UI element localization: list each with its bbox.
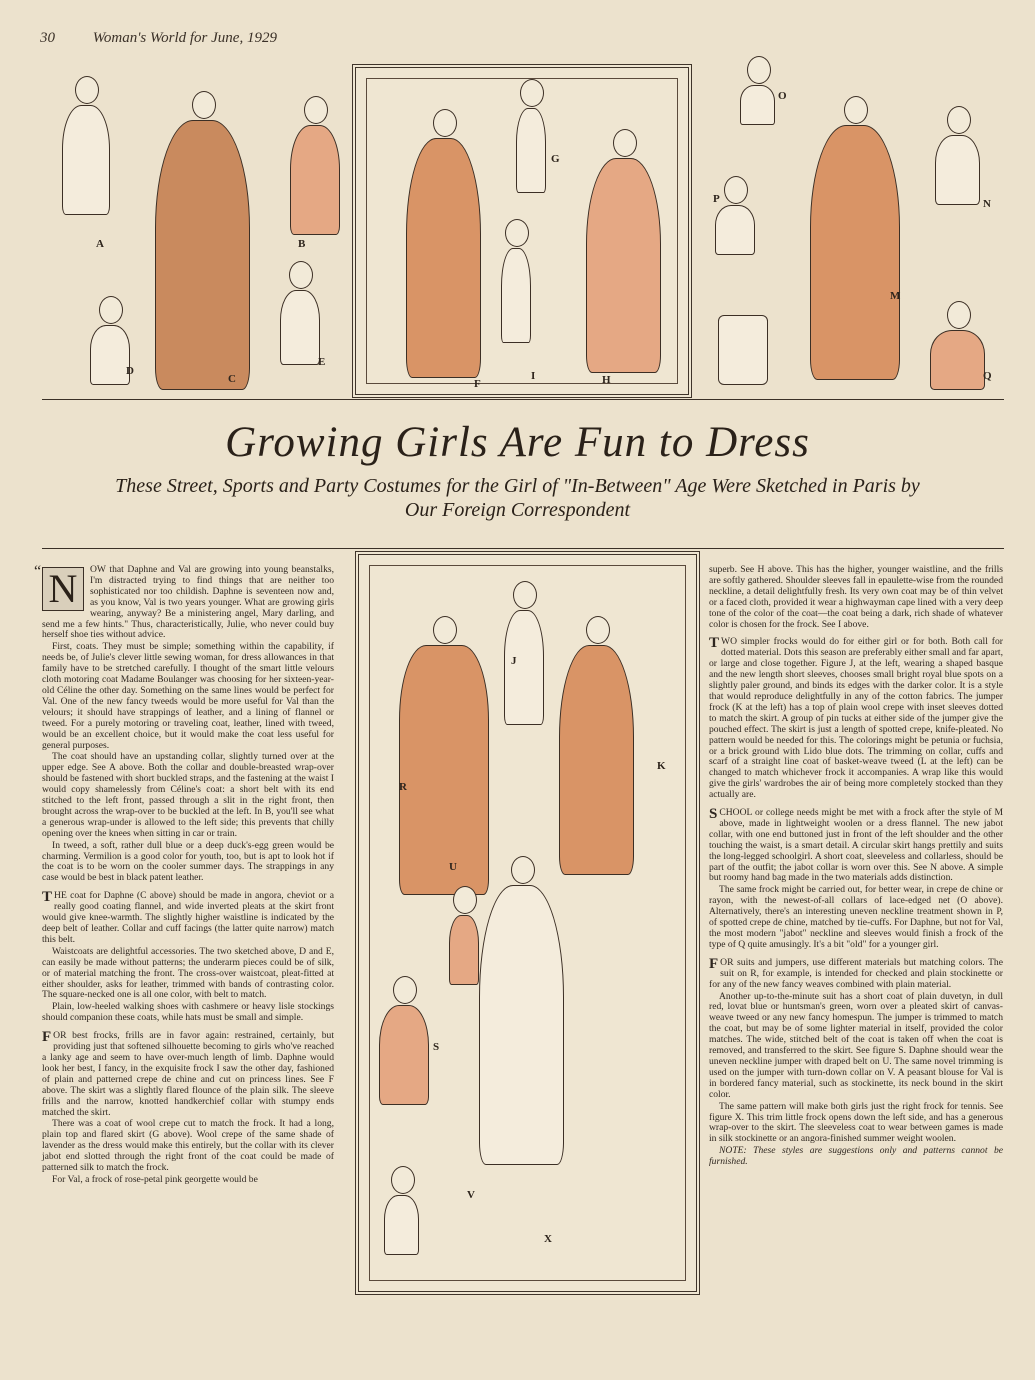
top-left-illustrations	[60, 60, 350, 395]
figure-label-p: P	[713, 193, 720, 205]
article-column-right	[709, 565, 1003, 1169]
figure-d-drawing	[90, 325, 130, 385]
open-quote: “	[34, 563, 42, 580]
figure-r-drawing	[399, 645, 489, 895]
figure-label-n: N	[983, 198, 991, 210]
figure-label-b: B	[298, 238, 306, 250]
publication-title: Woman's World for June, 1929	[92, 30, 277, 46]
figure-label-v: V	[467, 1189, 475, 1201]
paragraph: There was a coat of wool crepe cut to match the frock. It had a long, plain top and flared skirt (G above). Wool crepe of the same shade of lavender as the dress would make this entirely, but the collar with its clever jabot end slotted through the right front of the coat could be made of patterned silk to match the frock.	[42, 1118, 334, 1174]
figure-label-e: E	[318, 356, 326, 368]
figure-label-c: C	[228, 373, 236, 385]
figure-label-d: D	[126, 365, 134, 377]
figure-label-a: A	[96, 238, 104, 250]
top-right-illustrations	[700, 60, 1000, 395]
figure-h-drawing	[586, 158, 661, 373]
paragraph: The same pattern will make both girls just the right frock for tennis. See figure X. This trim little frock opens down the left side, and has a generous wrap-over to the skirt. The sleeveless coat to wear between games is made in silk stockinette or an angora-finished summer weight woolen.	[709, 1100, 1003, 1145]
paragraph: superb. See H above. This has the higher, younger waistline, and the frills are softly gathered. Shoulder sleeves fall in epaulette-wise from the rounded neckline, a detail delightfully fresh. Its very own coat may be of thin velvet or a faced cloth, provided it wear a highwayman cape lined with a very deep tone of the color of the coat—the coat being a dark, rich shade of whatever color is chosen for the frock. See I above.	[709, 564, 1003, 630]
figure-label-u: U	[449, 861, 457, 873]
handbag-drawing	[718, 315, 768, 385]
paragraph: In tweed, a soft, rather dull blue or a deep duck's-egg green would be charming. Vermilion is a good color for youth, too, but is apt to look hot if the coat is to be worn on the cooler summer days. The strappings in any case would be best in black patent leather.	[42, 839, 334, 884]
paragraph: Plain, low-heeled walking shoes with cashmere or heavy lisle stockings should companion these coats, while hats must be small and simple.	[42, 1001, 334, 1024]
figure-label-r: R	[399, 781, 407, 793]
figure-i-drawing	[501, 248, 531, 343]
figure-n-drawing	[935, 135, 980, 205]
page-header	[40, 30, 277, 47]
article-subtitle: These Street, Sports and Party Costumes for the Girl of "In-Between" Age Were Sketched in Paris by Our Foreign Correspondent	[115, 475, 920, 521]
article-column-left	[34, 563, 335, 1187]
pattern-note: NOTE: These styles are suggestions only and patterns cannot be furnished.	[709, 1145, 1003, 1168]
figure-label-j: J	[511, 655, 517, 667]
initial-letter: T	[42, 889, 53, 906]
paragraph: Another up-to-the-minute suit has a short coat of plain duvetyn, in dull red, lovat blue or huntsman's green, worn over a pleated skirt of canvas-weave tweed or any new fancy homespun. The jumper is trimmed to match the coat, but may be of some lighter material in itself, provided the color matches. The wide, stitched belt of the coat is taken off when the coat is removed, and transferred to the skirt. See figure S. Daphne should wear the uneven neckline jumper with draped belt on U. The same novel trimming is used on the jumper with turn-down collar on V. A peasant blouse for Val is in bordered fancy material, such as stockinette, its neck bound in the skirt color.	[709, 990, 1003, 1100]
figure-x-drawing	[479, 885, 564, 1165]
page-number: 30	[40, 30, 55, 46]
top-framed-illustration	[352, 64, 692, 398]
paragraph: The coat should have an upstanding collar, slightly turned over at the upper edge. See A above. Both the collar and double-breasted wrap-over should be fastened with short buckled straps, and the fastening at the waist I would copy shamelessly from Céline's coat: a short belt with its end stitched to the left front, passed through a slit in the right front, then brought across the wrap-over to be buckled at the left. In B, you'll see what a generous wrap-under is allowed to the left side; this prevents that chilly opening over the knees when sitting in car or train.	[42, 751, 335, 839]
article-title: Growing Girls Are Fun to Dress	[225, 419, 810, 466]
figure-label-g: G	[551, 153, 560, 165]
title-bottom-rule	[42, 548, 1004, 549]
figure-label-x: X	[544, 1233, 552, 1245]
title-top-rule	[42, 399, 1004, 400]
figure-c-drawing	[155, 120, 250, 390]
figure-label-i: I	[531, 370, 536, 382]
figure-label-m: M	[890, 290, 901, 302]
figure-a-drawing	[62, 105, 110, 215]
figure-label-q: Q	[983, 370, 992, 382]
paragraph: THE coat for Daphne (C above) should be made in angora, cheviot or a really good coating flannel, and wide inverted pleats at the skirt front would give knee-warmth. The slightly higher waistline is indicated by the deep belt of leather. Collar and cuff facings (the latter quite narrow) match this belt.	[42, 889, 334, 945]
paragraph: FOR best frocks, frills are in favor again: restrained, certainly, but providing just that softened silhouette becoming to girls who've reached a lanky age and seem to have over-much length of limb. Daphne would look her best, I fancy, in the exquisite frock I saw the other day, fashioned of plain and patterned crepe de chine and cut on princess lines. See F above. The skirt was a slightly flared flounce of the plain silk. The sleeve frills and the narrow, knotted handkerchief collar with stumpy ends matched the skirt.	[42, 1029, 334, 1118]
paragraph: Waistcoats are delightful accessories. The two sketched above, D and E, can easily be made without patterns; the underarm pieces could be of silk, or of material matching the front. The cross-over waistcoat, pleat-fitted at either shoulder, asks for leather, trimmed with bands of contrasting color. The square-necked one is all one color, with belt to match.	[42, 945, 334, 1001]
initial-letter: F	[709, 955, 719, 972]
figure-e-drawing	[280, 290, 320, 365]
paragraph: OW that Daphne and Val are growing into young beanstalks, I'm distracted trying to find things that are neither too sophisticated nor too childish. Daphne is seventeen now and, as you know, Val is two years younger. What are growing girls wearing, anyway? Be a ministering angel, Mary darling, and send me a few hints." Thus, characteristically, Julie, who never could buy herself shoe ties without advice.	[42, 564, 334, 641]
figure-b-drawing	[290, 125, 340, 235]
paragraph: FOR suits and jumpers, use different materials but matching colors. The suit on R, for example, is intended for checked and plain stockinette or for any of the new fancy weaves combined with plain material.	[709, 955, 1003, 990]
figure-u-drawing	[449, 915, 479, 985]
figure-m-drawing	[810, 125, 900, 380]
paragraph: TWO simpler frocks would do for either girl or for both. Both call for dotted material. Dots this season are preferably either small and far apart, or large and close together. Figure J, at the left, wearing a shaped basque and the new length short sleeves, chooses small bright royal blue spots on a slightly paler ground, and binds its edges with the darker color. It is a style that would reproduce delightfully in any of the cotton fabrics. The jumper frock (K at the left) has a top of plain wool crepe with inset sleeves dotted to match the skirt. A group of pin tucks at either side of the jumper give the pouched effect. The skirt is just a length of spotted crepe, knife-pleated. No pattern would be needed for this. The colorings might be petunia or fuchsia, or a brick ground with Lido blue dots. The trimming on collar, cuffs and scarf of a straight line coat of basket-weave tweed (L at the left) can be changed to match whichever frock it accompanies. A wrap like this would give the girls' wardrobes the air of being more completely stocked than they actually are.	[709, 635, 1003, 801]
figure-label-o: O	[778, 90, 787, 102]
paragraph: For Val, a frock of rose-petal pink georgette would be	[52, 1173, 258, 1185]
center-framed-illustration	[355, 551, 700, 1295]
figure-k-drawing	[559, 645, 634, 875]
figure-p-drawing	[715, 205, 755, 255]
figure-o-drawing	[740, 85, 775, 125]
figure-v-drawing	[384, 1195, 419, 1255]
figure-j-drawing	[504, 610, 544, 725]
initial-letter: S	[709, 806, 718, 823]
paragraph: SCHOOL or college needs might be met with a frock after the style of M above, made in lightweight woolen or a dress flannel. The new jabot collar, with one end buttoned just in front of the left shoulder and the other touching the waist, is a smart detail. A circular skirt hangs prettily and suits the long-legged schoolgirl. A short coat, sleeveless and collarless, should be part of the outfit; the jabot collar is worn over this. See N above. A simple but roomy hand bag made in the two materials adds distinction.	[709, 806, 1003, 884]
paragraph: First, coats. They must be simple; something within the capability, if needs be, of Julie's clever little sewing woman, for dress allowances in that family have to be stretched carefully. I thought of the smart little velours cloth motoring coat Madame Boulanger was choosing for her sixteen-year-old Céline the other day. Something on the same lines would be perfect for Val. One of the new fancy tweeds would be more useful for Val than the velours; it should have strappings of leather, and a lining of flannel or tweed. For a purely motoring or traveling coat, leather, lined with tweed, would be an excellent choice, but it would make the coat less useful for general purposes.	[42, 641, 334, 751]
figure-f-drawing	[406, 138, 481, 378]
figure-label-f: F	[474, 378, 481, 390]
paragraph: The same frock might be carried out, for better wear, in crepe de chine or rayon, with the newest-of-all collars of lace-edged net (O above). Alternatively, there's an interesting uneven neckline treatment shown in P, of spotted crepe de chine, matched by tie-cuffs. For Daphne, but not for Val, the most modern "jabot" neckline and sleeves would finish a frock of the type of Q quite amusingly. It's a bit "old" for a younger girl.	[709, 884, 1003, 950]
figure-label-h: H	[602, 374, 611, 386]
initial-letter: T	[709, 635, 720, 652]
figure-q-drawing	[930, 330, 985, 390]
drop-cap: N	[42, 567, 84, 611]
initial-letter: F	[42, 1029, 52, 1046]
figure-s-drawing	[379, 1005, 429, 1105]
figure-label-k: K	[657, 760, 666, 772]
figure-label-s: S	[433, 1041, 440, 1053]
figure-g-drawing	[516, 108, 546, 193]
